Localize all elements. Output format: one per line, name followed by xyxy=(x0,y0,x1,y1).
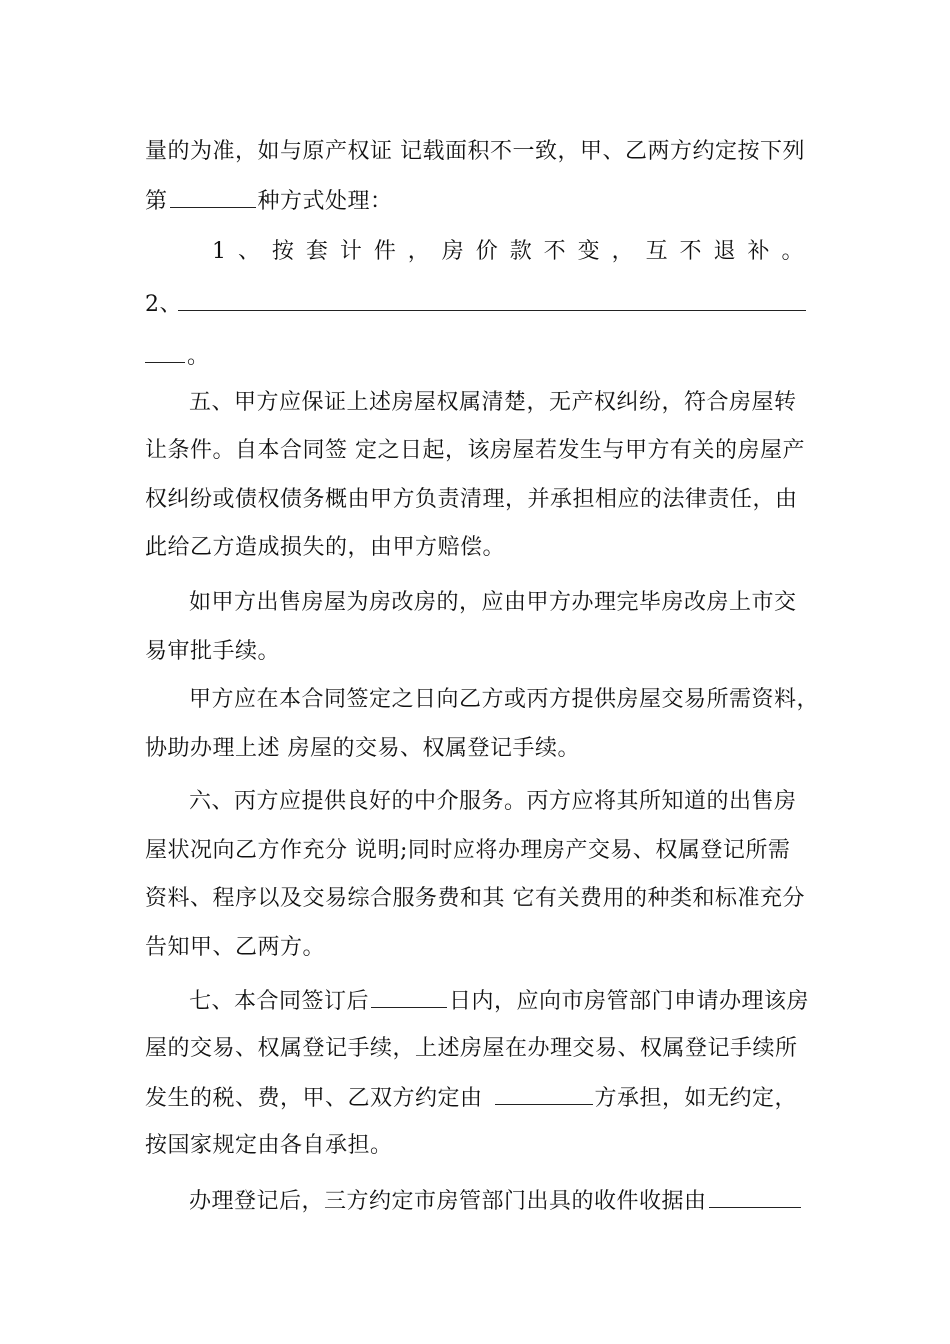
option-1-char: 价 xyxy=(475,239,499,264)
option-1-char: 件 xyxy=(373,239,397,264)
option-1-char: 退 xyxy=(713,239,737,264)
text-line: 甲方应在本合同签定之日向乙方或丙方提供房屋交易所需资料， xyxy=(189,687,820,712)
text-line: 此给乙方造成损失的，由甲方赔偿。 xyxy=(145,535,506,560)
text-line xyxy=(145,340,815,372)
text-line xyxy=(189,1185,815,1217)
text-line: 量的为准，如与原产权证 记载面积不一致，甲、乙两方约定按下列 xyxy=(145,139,805,164)
text-line: 屋状况向乙方作充分 说明;同时应将办理房产交易、权属登记所需 xyxy=(145,838,791,863)
text-fragment: 种方式处理： xyxy=(257,189,393,214)
option-1-char: 款 xyxy=(509,239,533,264)
option-1-line xyxy=(212,237,815,267)
fill-blank[interactable] xyxy=(709,1185,801,1208)
option-1-char: 、 xyxy=(237,239,261,264)
text-fragment: 办理登记后，三方约定市房管部门出具的收件收据由 xyxy=(189,1189,707,1214)
text-line: 权纠纷或债权债务概由甲方负责清理，并承担相应的法律责任，由 xyxy=(145,487,798,512)
text-line: 易审批手续。 xyxy=(145,639,281,664)
option-1-char: 房 xyxy=(441,239,465,264)
option-1-char: ， xyxy=(611,239,635,264)
text-line: 按国家规定由各自承担。 xyxy=(145,1133,393,1158)
option-1-char: 1 xyxy=(212,239,227,264)
text-line: 协助办理上述 房屋的交易、权属登记手续。 xyxy=(145,736,580,761)
text-line: 资料、程序以及交易综合服务费和其 它有关费用的种类和标准充分 xyxy=(145,886,805,911)
option-1-text xyxy=(212,237,804,267)
fill-blank[interactable] xyxy=(495,1082,593,1105)
option-1-char: 按 xyxy=(271,239,295,264)
text-line: 五、甲方应保证上述房屋权属清楚，无产权纠纷，符合房屋转 xyxy=(189,390,797,415)
fill-blank[interactable] xyxy=(371,985,447,1008)
text-fragment: 七、本合同签订后 xyxy=(189,989,370,1014)
option-1-char: 互 xyxy=(645,239,669,264)
text-fragment: 。 xyxy=(187,344,210,369)
option-1-char: 补 xyxy=(747,239,770,264)
option-1-char: 不 xyxy=(679,239,703,264)
fill-blank[interactable] xyxy=(145,340,185,363)
text-line: 六、丙方应提供良好的中介服务。丙方应将其所知道的出售房 xyxy=(189,789,797,814)
option-1-char: 。 xyxy=(781,239,804,264)
text-line: 如甲方出售房屋为房改房的，应由甲方办理完毕房改房上市交 xyxy=(189,590,797,615)
text-fragment: 日内，应向市房管部门申请办理该房 xyxy=(449,989,810,1014)
option-1-char: 计 xyxy=(339,239,363,264)
text-line: 屋的交易、权属登记手续，上述房屋在办理交易、权属登记手续所 xyxy=(145,1036,798,1061)
text-line: 让条件。自本合同签 定之日起，该房屋若发生与甲方有关的房屋产 xyxy=(145,438,805,463)
text-fragment: 方承担，如无约定， xyxy=(594,1086,798,1111)
text-line: 告知甲、乙两方。 xyxy=(145,935,326,960)
fill-blank-long[interactable] xyxy=(178,310,806,311)
text-line xyxy=(145,185,815,217)
option-1-char: ， xyxy=(407,239,431,264)
text-fragment: 第 xyxy=(145,189,168,214)
text-line xyxy=(189,985,815,1017)
text-line xyxy=(145,1082,815,1114)
fill-blank[interactable] xyxy=(170,185,256,208)
option-1-char: 变 xyxy=(577,239,601,264)
option-1-char: 套 xyxy=(305,239,329,264)
option-1-char: 不 xyxy=(543,239,567,264)
text-fragment: 发生的税、费，甲、乙双方约定由 xyxy=(145,1086,483,1111)
option-2-label: 2、 xyxy=(145,292,182,317)
